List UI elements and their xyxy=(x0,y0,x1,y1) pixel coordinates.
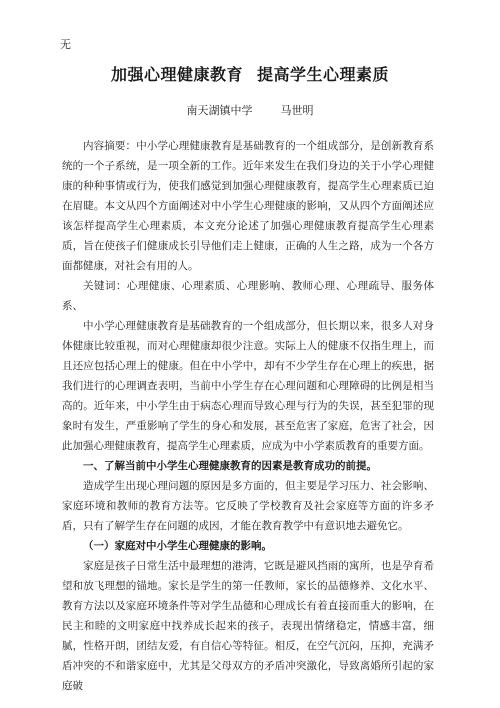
title-part-1: 加强心理健康教育 xyxy=(110,65,243,84)
byline xyxy=(0,102,500,118)
header-mark: 无 xyxy=(60,38,71,51)
body-paragraph: 造成学生出现心理问题的原因是多方面的，但主要是学习压力、社会影响、家庭环境和教师的教育方法等。它反映了学校教育及社会家庭等方面的许多矛盾，只有了解学生存在问题的成因，才能在教育教学中有意识地去避免它。 xyxy=(62,480,434,532)
author-name: 马世明 xyxy=(280,104,314,117)
keywords-line: 关键词：心理健康、心理素质、心理影响、教师心理、心理疏导、服务体系、 xyxy=(62,280,434,312)
title-part-2: 提高学生心理素质 xyxy=(257,65,390,84)
abstract-paragraph: 内容摘要：中小学心理健康教育是基础教育的一个组成部分，是创新教育系统的一个子系统，是一项全新的工作。近年来发生在我们身边的关于小学心理健康的种种事情或行为，使我们感觉到加强心理健康教育，提高学生心理素质已迫在眉睫。本文从四个方面阐述对中小学生心理健康的影响，又从四个方面阐述应该怎样提高学生心理素质，本文充分论述了加强心理健康教育提高学生心理素质，旨在使孩子们健康成长引导他们走上健康，正确的人生之路，成为一个各方面都健康，对社会有用的人。 xyxy=(62,140,434,272)
document-title xyxy=(0,62,500,85)
document-body xyxy=(62,136,434,696)
body-paragraph: 中小学心理健康教育是基础教育的一个组成部分，但长期以来，很多人对身体健康比较重视，而对心理健康却很少注意。实际上人的健康不仅指生理上，而且还应包括心理上的健康。但在中小学中，却有不少学生存在心理上的疾患，据我们进行的心理调查表明，当前中小学生存在心理问题和心理障碍的比例是相当高的。近年来，中小学生由于病态心理而导致心理与行为的失误，甚至犯罪的现象时有发生，严重影响了学生的身心和发展，甚至危害了家庭，危害了社会，因此加强心理健康教育，提高学生心理素质，应成为中小学素质教育的重要方面。 xyxy=(62,320,434,452)
subsection-heading: （一）家庭对中小学生心理健康的影响。 xyxy=(83,540,272,552)
section-heading: 一、了解当前中小学生心理健康教育的因素是教育成功的前提。 xyxy=(83,460,377,472)
body-paragraph: 家庭是孩子日常生活中最理想的港湾，它既是避风挡雨的寓所，也是孕育希望和放飞理想的锚地。家长是学生的第一任教师，家长的品德修养、文化水平、教育方法以及家庭环境条件等对学生品德和心理成长有着直接而重大的影响，在民主和睦的文明家庭中找养成长起来的孩子，表现出情绪稳定，情感丰富，细腻，性格开朗，团结友爱，有自信心等特征。相反，在空气沉闷，压抑，充满矛盾冲突的不和谐家庭中，尤其是父母双方的矛盾冲突激化，导致离婚所引起的家庭破 xyxy=(62,560,434,692)
author-school: 南天湖镇中学 xyxy=(186,104,253,117)
